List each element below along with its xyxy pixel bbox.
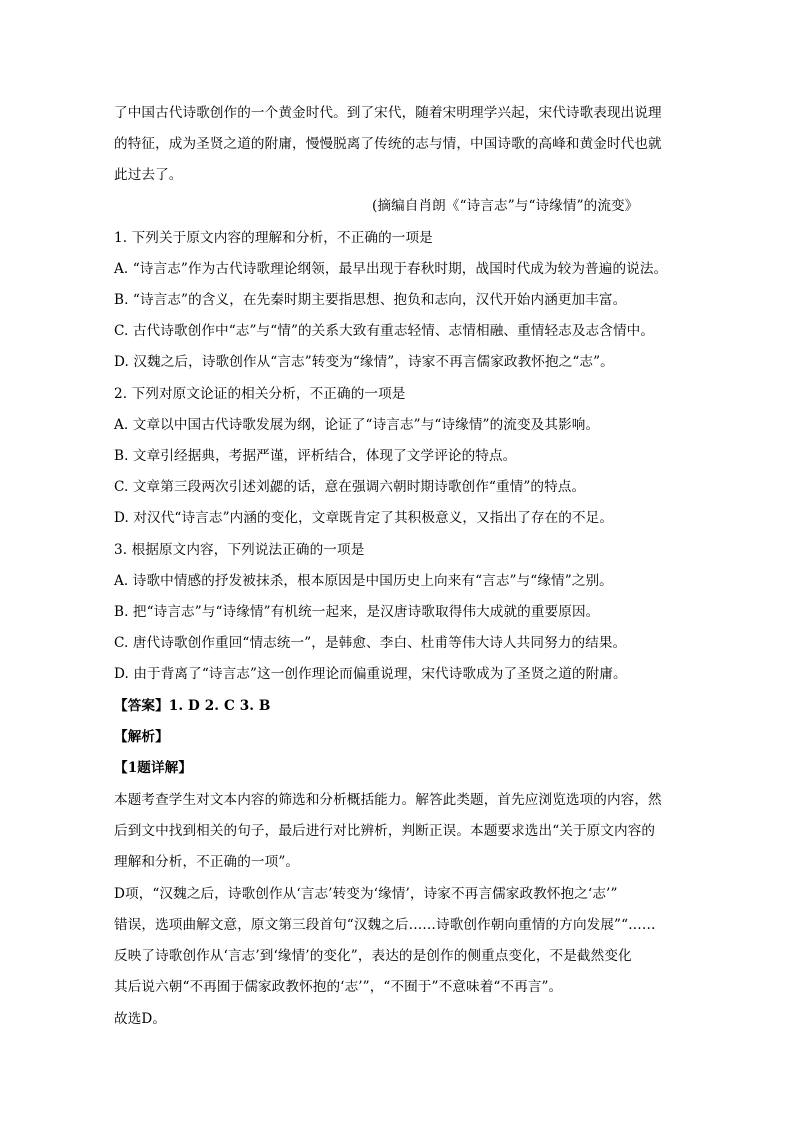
- explanation-line: D项，“汉魏之后，诗歌创作从‘言志’转变为‘缘情’，诗家不再言儒家政教怀抱之‘志’”: [114, 886, 618, 902]
- option-a: A. “诗言志”作为古代诗歌理论纲领，最早出现于春秋时期，战国时代成为较为普遍的说法。: [114, 261, 668, 277]
- explanation-line: 后到文中找到相关的句子，最后进行对比辨析，判断正误。本题要求选出“关于原文内容的: [114, 823, 656, 839]
- option-d: D. 汉魏之后，诗歌创作从“言志”转变为“缘情”，诗家不再言儒家政教怀抱之“志”。: [114, 354, 614, 370]
- answer-line: 【答案】1. D 2. C 3. B: [114, 698, 271, 714]
- option-d: D. 对汉代“诗言志”内涵的变化，文章既肯定了其积极意义，又指出了存在的不足。: [114, 510, 614, 526]
- option-c: C. 文章第三段两次引述刘勰的话，意在强调六朝时期诗歌创作“重情”的特点。: [114, 479, 586, 495]
- explanation-line: 故选D。: [114, 1011, 167, 1027]
- question-stem: 2. 下列对原文论证的相关分析，不正确的一项是: [114, 386, 406, 402]
- option-b: B. 文章引经据典，考据严谨，评析结合，体现了文学评论的特点。: [114, 448, 517, 464]
- option-a: A. 诗歌中情感的抒发被抹杀，根本原因是中国历史上向来有“言志”与“缘情”之别。: [114, 573, 613, 589]
- explanation-line: 错误，选项曲解文意，原文第三段首句“汉魏之后……诗歌创作朝向重情的方向发展”“……: [114, 917, 656, 933]
- explanation-line: 反映了诗歌创作从‘言志’到‘缘情’的变化”，表达的是创作的侧重点变化，不是截然变化: [114, 948, 632, 964]
- explanation-line: 本题考查学生对文本内容的筛选和分析概括能力。解答此类题，首先应浏览选项的内容，然: [114, 792, 662, 808]
- option-b: B. 把“诗言志”与“诗缘情”有机统一起来，是汉唐诗歌取得伟大成就的重要原因。: [114, 604, 600, 620]
- passage-line: 此过去了。: [114, 167, 183, 183]
- option-b: B. “诗言志”的含义，在先秦时期主要指思想、抱负和志向，汉代开始内涵更加丰富。: [114, 292, 627, 308]
- detail-heading: 【1题详解】: [114, 760, 193, 776]
- question-stem: 1. 下列关于原文内容的理解和分析，不正确的一项是: [114, 230, 433, 246]
- explanation-line: 理解和分析，不正确的一项”。: [114, 854, 300, 870]
- option-c: C. 古代诗歌创作中“志”与“情”的关系大致有重志轻情、志情相融、重情轻志及志含情中。: [114, 323, 655, 339]
- passage-line: 了中国古代诗歌创作的一个黄金时代。到了宋代，随着宋明理学兴起，宋代诗歌表现出说理: [114, 105, 662, 121]
- option-d: D. 由于背离了“诗言志”这一创作理论而偏重说理，宋代诗歌成为了圣贤之道的附庸。: [114, 666, 627, 682]
- source-citation: (摘编自肖朗《“诗言志”与“诗缘情”的流变》: [372, 198, 639, 214]
- question-stem: 3. 根据原文内容，下列说法正确的一项是: [114, 542, 365, 558]
- analysis-heading: 【解析】: [114, 729, 169, 745]
- option-a: A. 文章以中国古代诗歌发展为纲，论证了“诗言志”与“诗缘情”的流变及其影响。: [114, 417, 600, 433]
- option-c: C. 唐代诗歌创作重回“情志统一”，是韩愈、李白、杜甫等伟大诗人共同努力的结果。: [114, 635, 627, 651]
- explanation-line: 其后说六朝“不再囿于儒家政教怀抱的‘志’”，“不囿于”不意味着“不再言”。: [114, 979, 563, 995]
- passage-line: 的特征，成为圣贤之道的附庸，慢慢脱离了传统的志与情，中国诗歌的高峰和黄金时代也就: [114, 136, 662, 152]
